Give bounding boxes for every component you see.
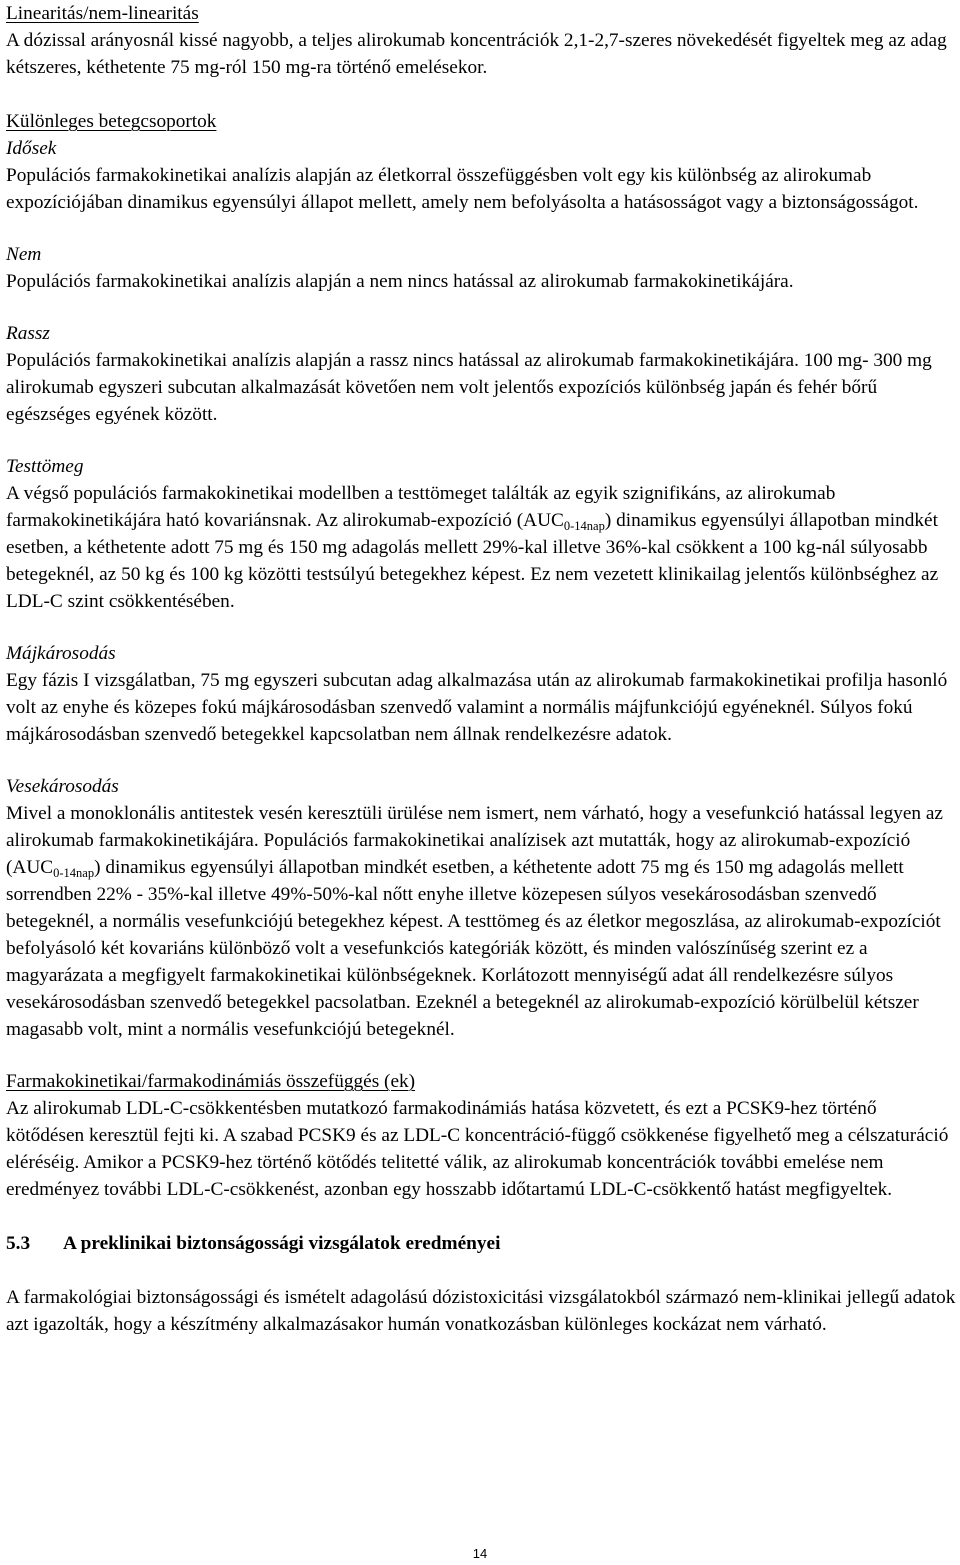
preclinical-section [6, 1230, 956, 1338]
preclinical-text: A farmakológiai biztonságossági és ismételt adagolású dózistoxicitási vizsgálatokból származó nem-klinikai jellegű adatok azt igazolták, hogy a készítmény alkalmazásakor humán vonatkozásban különleges kockázat nem várható. [6, 1287, 956, 1335]
body-weight-section [6, 453, 956, 615]
renal-text-end: ) dinamikus egyensúlyi állapotban mindkét esetben, a kéthetente adott 75 mg és 150 mg adagolás mellett sorrendben 22% - 35%-kal illetve 49%-50%-kal nőtt enyhe illetve közepesen súlyos vesekárosodásban szenvedő betegeknél, a normális vesefunkciójú betegekhez képest. A testtömeg és az életkor megoszlása, az alirokumab-expozíciót befolyásoló két kovariáns különböző volt a vesefunkciós kategóriák között, és minden valószínűség szerint ez a magyarázata a megfigyelt farmakokinetikai különbségeknek. Korlátozott mennyiségű adat áll rendelkezésre súlyos vesekárosodásban szenvedő betegekkel pacsolatban. Ezeknél a betegeknél az alirokumab-expozíció körülbelül kétszer magasabb volt, mint a normális vesefunkciójú betegeknél. [6, 857, 941, 1040]
page-number: 14 [472, 1546, 488, 1561]
body-weight-text-start: A végső populációs farmakokinetikai modellben a testtömeget találták az egyik szignifikáns, az alirokumab farmakokinetikájára ható kovariánsnak. Az alirokumab-expozíció (AUC [6, 483, 836, 531]
elderly-heading: Idősek [6, 138, 57, 159]
section-title: A preklinikai biztonságossági vizsgálatok eredményei [63, 1233, 501, 1254]
pk-pd-section [6, 1068, 956, 1203]
hepatic-heading: Májkárosodás [6, 643, 116, 664]
auc-subscript: 0-14nap [563, 519, 605, 533]
document-page [6, 0, 956, 1338]
auc-subscript: 0-14nap [53, 866, 95, 880]
race-text: Populációs farmakokinetikai analízis alapján a rassz nincs hatással az alirokumab farmakokinetikájára. 100 mg- 300 mg alirokumab egyszeri subcutan alkalmazását követően nem volt jelentős expozíciós különbség japán és fehér bőrű egészséges egyének között. [6, 350, 932, 425]
section-number: 5.3 [6, 1233, 31, 1254]
renal-heading: Vesekárosodás [6, 776, 119, 797]
hepatic-section [6, 640, 956, 748]
race-heading: Rassz [6, 323, 50, 344]
body-weight-text [6, 480, 956, 615]
sex-section [6, 241, 956, 295]
elderly-text: Populációs farmakokinetikai analízis alapján az életkorral összefüggésben volt egy kis különbség az alirokumab expozíciójában dinamikus egyensúlyi állapot mellett, amely nem befolyásolta a hatásosságot vagy a biztonságosságot. [6, 165, 919, 213]
sex-heading: Nem [6, 244, 42, 265]
linearity-section [6, 0, 956, 81]
special-groups-section [6, 108, 956, 216]
renal-text-start: Mivel a monoklonális antitestek vesén keresztüli ürülése nem ismert, nem várható, hogy a vesefunkció hatással legyen az alirokumab farmakokinetikájára. Populációs farmakokinetikai analízisek azt mutatták, hogy az alirokumab-expozíció (AUC [6, 803, 943, 878]
body-weight-text-end: ) dinamikus egyensúlyi állapotban mindkét esetben, a kéthetente adott 75 mg és 150 mg adagolás mellett 29%-kal illetve 36%-kal csökkent a 100 kg-nál súlyosabb betegeknél, az 50 kg és 100 kg közötti testsúlyú betegekhez képest. Ez nem vezetett klinikailag jelentős különbséghez az LDL-C szint csökkentésében. [6, 510, 939, 612]
renal-section [6, 773, 956, 1043]
special-groups-heading: Különleges betegcsoportok [6, 111, 217, 132]
race-section [6, 320, 956, 428]
linearity-heading: Linearitás/nem-linearitás [6, 3, 199, 24]
linearity-text: A dózissal arányosnál kissé nagyobb, a teljes alirokumab koncentrációk 2,1-2,7-szeres növekedését figyeltek meg az adag kétszeres, kéthetente 75 mg-ról 150 mg-ra történő emelésekor. [6, 30, 947, 78]
section-heading [6, 1230, 956, 1257]
pk-pd-heading: Farmakokinetikai/farmakodinámiás összefüggés (ek) [6, 1071, 416, 1092]
hepatic-text: Egy fázis I vizsgálatban, 75 mg egyszeri subcutan adag alkalmazása után az alirokumab farmakokinetikai profilja hasonló volt az enyhe és közepes fokú májkárosodásban szenvedő valamint a normális májfunkciójú egyéneknél. Súlyos fokú májkárosodásban szenvedő betegekkel kapcsolatban nem állnak rendelkezésre adatok. [6, 670, 948, 745]
sex-text: Populációs farmakokinetikai analízis alapján a nem nincs hatással az alirokumab farmakokinetikájára. [6, 271, 794, 292]
body-weight-heading: Testtömeg [6, 456, 84, 477]
renal-text [6, 800, 956, 1043]
pk-pd-text: Az alirokumab LDL-C-csökkentésben mutatkozó farmakodinámiás hatása közvetett, és ezt a PCSK9-hez történő kötődésen keresztül fejti ki. A szabad PCSK9 és az LDL-C koncentráció-függő csökkenése figyelhető meg a célszaturáció eléréséig. Amikor a PCSK9-hez történő kötődés telitetté válik, az alirokumab koncentrációk további emelése nem eredményez további LDL-C-csökkenést, azonban egy hosszabb időtartamú LDL-C-csökkentő hatást megfigyeltek. [6, 1098, 949, 1200]
